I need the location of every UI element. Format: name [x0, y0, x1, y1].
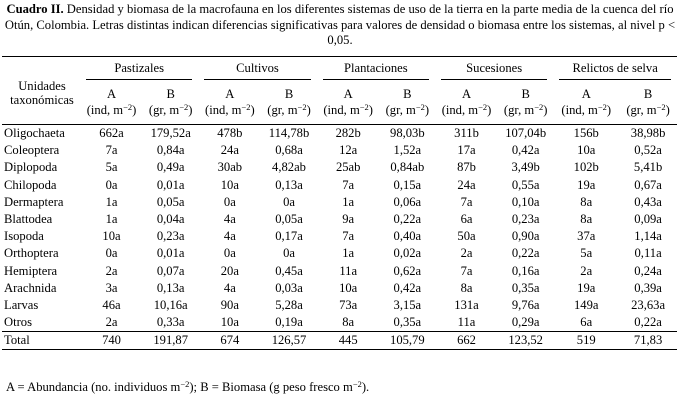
value-cell: 5,41b	[633, 160, 663, 175]
value-cell: 0,62a	[393, 263, 422, 278]
col-header-b	[261, 84, 316, 125]
col-letter: A	[106, 87, 117, 101]
table-row	[2, 177, 677, 194]
value-cell: 1,14a	[634, 229, 662, 244]
value-cell: 73a	[339, 297, 358, 312]
value-cell: 0,01a	[156, 246, 185, 261]
value-cell: 50a	[457, 229, 476, 244]
value-cell: 0a	[223, 246, 236, 261]
value-cell: 0,10a	[511, 194, 540, 209]
value-cell: 519	[553, 332, 619, 350]
group-header-pastizales	[80, 57, 198, 85]
group-label: Pastizales	[86, 61, 192, 80]
value-cell: 0,35a	[393, 315, 422, 330]
value-cell: 0,15a	[393, 177, 422, 192]
value-cell: 10a	[102, 229, 121, 244]
value-cell: 0a	[283, 246, 295, 261]
unit-exponent: −2	[478, 102, 488, 112]
group-header-sucesiones	[435, 57, 553, 85]
col-header-a	[80, 84, 143, 125]
table-row	[2, 280, 677, 297]
col-header-b	[498, 84, 553, 125]
value-cell: 24a	[220, 143, 239, 158]
value-cell: 0,24a	[634, 263, 662, 278]
value-cell: 90a	[220, 297, 239, 312]
col-letter: A	[581, 87, 591, 101]
value-cell: 0a	[105, 177, 118, 192]
value-cell: 0,43a	[634, 194, 662, 209]
value-cell: 87b	[457, 160, 476, 175]
value-cell: 19a	[577, 177, 596, 192]
col-header-a	[198, 84, 261, 125]
table-row	[2, 263, 677, 280]
unit-label: (gr, m	[626, 103, 657, 117]
value-cell: 0,40a	[393, 229, 422, 244]
value-cell: 0,90a	[511, 229, 540, 244]
unit-label: (ind, m	[86, 103, 124, 117]
value-cell: 0,39a	[634, 280, 662, 295]
col-letter: B	[166, 87, 175, 101]
value-cell: 3a	[105, 280, 118, 295]
value-cell: 0,29a	[511, 315, 540, 330]
table-caption	[4, 2, 676, 49]
table-row	[2, 332, 677, 350]
taxon-cell: Orthoptera	[4, 246, 59, 261]
value-cell: 0,42a	[511, 143, 540, 158]
value-cell: 0,84ab	[390, 160, 425, 175]
value-cell: 0,42a	[393, 280, 422, 295]
value-cell: 0,22a	[511, 246, 540, 261]
taxon-cell: Otros	[4, 315, 32, 330]
unit-close: )	[368, 103, 373, 117]
value-cell: 9a	[342, 212, 355, 227]
value-cell: 114,78b	[261, 125, 316, 143]
value-cell: 6a	[580, 315, 593, 330]
unit-exponent: −2	[656, 102, 666, 112]
value-cell: 9,76a	[511, 297, 540, 312]
value-cell: 4a	[223, 280, 236, 295]
taxa-header-line2: taxonómicas	[10, 93, 74, 107]
taxon-cell: Chilopoda	[4, 177, 57, 192]
value-cell: 12a	[339, 143, 358, 158]
caption-label: Cuadro II.	[6, 2, 64, 16]
unit-label: (ind, m	[561, 103, 598, 117]
value-cell: 20a	[220, 263, 239, 278]
value-cell: 0,07a	[156, 263, 185, 278]
value-cell: 191,87	[143, 332, 198, 350]
value-cell: 0,22a	[393, 212, 422, 227]
unit-exponent: −2	[297, 102, 307, 112]
taxon-cell: Blattodea	[4, 212, 53, 227]
value-cell: 311b	[435, 125, 498, 143]
taxon-cell: Total	[2, 332, 80, 350]
value-cell: 4,82ab	[272, 160, 306, 175]
value-cell: 0,09a	[634, 212, 662, 227]
value-cell: 17a	[457, 143, 476, 158]
value-cell: 71,83	[619, 332, 677, 350]
value-cell: 37a	[577, 229, 596, 244]
footnote-post: ).	[361, 380, 370, 394]
unit-close: )	[250, 103, 255, 117]
value-cell: 0,45a	[275, 263, 303, 278]
group-header-relictos	[553, 57, 677, 85]
unit-exponent: −2	[534, 102, 544, 112]
value-cell: 0,52a	[634, 143, 662, 158]
table-row	[2, 142, 677, 159]
value-cell: 2a	[105, 263, 118, 278]
taxa-header	[2, 57, 80, 125]
value-cell: 0,05a	[156, 194, 185, 209]
value-cell: 0,23a	[511, 212, 540, 227]
value-cell: 126,57	[261, 332, 316, 350]
unit-close: )	[665, 103, 670, 117]
unit-label: (gr, m	[385, 103, 416, 117]
col-header-b	[143, 84, 198, 125]
table-body	[2, 125, 677, 350]
value-cell: 149a	[574, 297, 599, 312]
taxon-cell: Oligochaeta	[2, 125, 80, 143]
value-cell: 282b	[317, 125, 380, 143]
value-cell: 11a	[457, 315, 476, 330]
value-cell: 5a	[580, 246, 593, 261]
col-letter: B	[521, 87, 530, 101]
value-cell: 11a	[339, 263, 358, 278]
value-cell: 0a	[283, 194, 295, 209]
value-cell: 7a	[460, 194, 473, 209]
value-cell: 0,49a	[156, 160, 185, 175]
value-cell: 0,06a	[393, 194, 422, 209]
footnote-pre: A = Abundancia (no. individuos m	[6, 380, 181, 394]
group-label: Relictos de selva	[559, 61, 671, 80]
value-cell: 1a	[105, 194, 118, 209]
unit-close: )	[543, 103, 548, 117]
group-label: Sucesiones	[441, 61, 547, 80]
value-cell: 1a	[342, 194, 355, 209]
value-cell: 662	[435, 332, 498, 350]
value-cell: 0,35a	[511, 280, 540, 295]
value-cell: 0,05a	[275, 212, 303, 227]
value-cell: 19a	[577, 280, 596, 295]
value-cell: 6a	[460, 212, 473, 227]
value-cell: 1,52a	[393, 143, 422, 158]
unit-exponent: −2	[123, 102, 133, 112]
value-cell: 662a	[80, 125, 143, 143]
col-header-b	[619, 84, 677, 125]
footnote-mid: ); B = Biomasa (g peso fresco m	[189, 380, 353, 394]
value-cell: 0,13a	[275, 177, 303, 192]
group-header-cultivos	[198, 57, 316, 85]
value-cell: 0,55a	[511, 177, 540, 192]
value-cell: 10,16a	[153, 297, 188, 312]
value-cell: 3,15a	[393, 297, 422, 312]
value-cell: 25ab	[335, 160, 361, 175]
col-header-a	[553, 84, 619, 125]
col-letter: A	[343, 87, 353, 101]
value-cell: 7a	[460, 263, 473, 278]
unit-close: )	[487, 103, 492, 117]
table-row	[2, 194, 677, 211]
value-cell: 8a	[342, 315, 355, 330]
unit-label: (ind, m	[205, 103, 242, 117]
value-cell: 0,19a	[275, 315, 303, 330]
table-row	[2, 314, 677, 332]
unit-exponent: −2	[597, 102, 607, 112]
footnote-exp2: −2	[352, 379, 362, 389]
value-cell: 10a	[220, 315, 239, 330]
value-cell: 4a	[223, 212, 236, 227]
value-cell: 674	[198, 332, 261, 350]
unit-close: )	[424, 103, 430, 117]
value-cell: 0,33a	[156, 315, 185, 330]
macrofauna-table	[2, 56, 677, 350]
table-row	[2, 297, 677, 314]
taxon-cell: Arachnida	[4, 280, 57, 295]
value-cell: 24a	[457, 177, 476, 192]
value-cell: 0,16a	[511, 263, 540, 278]
value-cell: 102b	[573, 160, 599, 175]
col-header-a	[317, 84, 380, 125]
value-cell: 131a	[454, 297, 479, 312]
unit-label: (gr, m	[267, 103, 298, 117]
value-cell: 4a	[223, 229, 236, 244]
value-cell: 123,52	[498, 332, 553, 350]
value-cell: 30ab	[217, 160, 243, 175]
unit-label: (ind, m	[441, 103, 479, 117]
table-row	[2, 245, 677, 262]
value-cell: 2a	[105, 315, 118, 330]
col-header-a	[435, 84, 498, 125]
taxon-cell: Coleoptera	[4, 143, 60, 158]
value-cell: 8a	[580, 212, 593, 227]
subheader-row	[2, 84, 677, 125]
col-letter: A	[461, 87, 472, 101]
table-footnote	[6, 380, 369, 395]
taxon-cell: Larvas	[4, 297, 39, 312]
unit-label: (gr, m	[148, 103, 180, 117]
value-cell: 8a	[460, 280, 473, 295]
value-cell: 2a	[460, 246, 473, 261]
table-row	[2, 228, 677, 245]
taxon-cell: Isopoda	[4, 229, 44, 244]
unit-close: )	[606, 103, 612, 117]
value-cell: 107,04b	[498, 125, 553, 143]
value-cell: 0a	[223, 194, 236, 209]
value-cell: 7a	[342, 177, 355, 192]
taxon-cell: Diplopoda	[4, 160, 58, 175]
value-cell: 105,79	[380, 332, 435, 350]
value-cell: 2a	[580, 263, 593, 278]
value-cell: 38,98b	[619, 125, 677, 143]
unit-label: (gr, m	[503, 103, 535, 117]
value-cell: 0,17a	[275, 229, 303, 244]
value-cell: 46a	[102, 297, 121, 312]
col-letter: B	[403, 87, 412, 101]
value-cell: 10a	[577, 143, 596, 158]
value-cell: 478b	[198, 125, 261, 143]
col-letter: B	[284, 87, 294, 101]
value-cell: 5,28a	[275, 297, 303, 312]
value-cell: 3,49b	[511, 160, 540, 175]
taxon-cell: Hemiptera	[4, 263, 58, 278]
caption-text: Densidad y biomasa de la macrofauna en los diferentes sistemas de uso de la tierra en la parte media de la cuenca del río Otún, Colombia. Letras distintas indican diferencias significativas para valores de densidad o biomasa entre los sistemas, al nivel p < 0,05.	[4, 2, 676, 47]
value-cell: 0,84a	[156, 143, 185, 158]
unit-close: )	[132, 103, 137, 117]
group-label: Plantaciones	[323, 61, 429, 80]
col-letter: A	[225, 87, 235, 101]
table-row	[2, 125, 677, 143]
value-cell: 98,03b	[380, 125, 435, 143]
value-cell: 740	[80, 332, 143, 350]
value-cell: 445	[317, 332, 380, 350]
taxa-header-line1: Unidades	[18, 79, 66, 93]
value-cell: 0,11a	[634, 246, 662, 261]
value-cell: 1a	[105, 212, 118, 227]
group-header-plantaciones	[317, 57, 435, 85]
unit-label: (ind, m	[323, 103, 360, 117]
value-cell: 0,01a	[156, 177, 185, 192]
value-cell: 0,03a	[275, 280, 303, 295]
table-row	[2, 159, 677, 176]
col-letter: B	[643, 87, 653, 101]
value-cell: 5a	[105, 160, 118, 175]
value-cell: 0,13a	[156, 280, 185, 295]
value-cell: 0,23a	[156, 229, 185, 244]
group-label: Cultivos	[204, 61, 310, 80]
value-cell: 23,63a	[631, 297, 666, 312]
unit-exponent: −2	[359, 102, 369, 112]
value-cell: 0,04a	[156, 212, 185, 227]
unit-exponent: −2	[415, 102, 425, 112]
value-cell: 8a	[580, 194, 593, 209]
col-header-b	[380, 84, 435, 125]
value-cell: 7a	[342, 229, 355, 244]
unit-exponent: −2	[179, 102, 189, 112]
value-cell: 10a	[220, 177, 239, 192]
value-cell: 179,52a	[143, 125, 198, 143]
value-cell: 10a	[339, 280, 358, 295]
value-cell: 1a	[342, 246, 355, 261]
unit-close: )	[306, 103, 311, 117]
value-cell: 0,22a	[634, 315, 662, 330]
unit-close: )	[188, 103, 193, 117]
taxon-cell: Dermaptera	[4, 194, 64, 209]
value-cell: 0a	[105, 246, 118, 261]
value-cell: 0,02a	[393, 246, 422, 261]
value-cell: 0,68a	[275, 143, 303, 158]
value-cell: 156b	[553, 125, 619, 143]
value-cell: 0,67a	[634, 177, 662, 192]
value-cell: 7a	[105, 143, 118, 158]
footnote-exp1: −2	[180, 379, 190, 389]
unit-exponent: −2	[241, 102, 251, 112]
table-row	[2, 211, 677, 228]
